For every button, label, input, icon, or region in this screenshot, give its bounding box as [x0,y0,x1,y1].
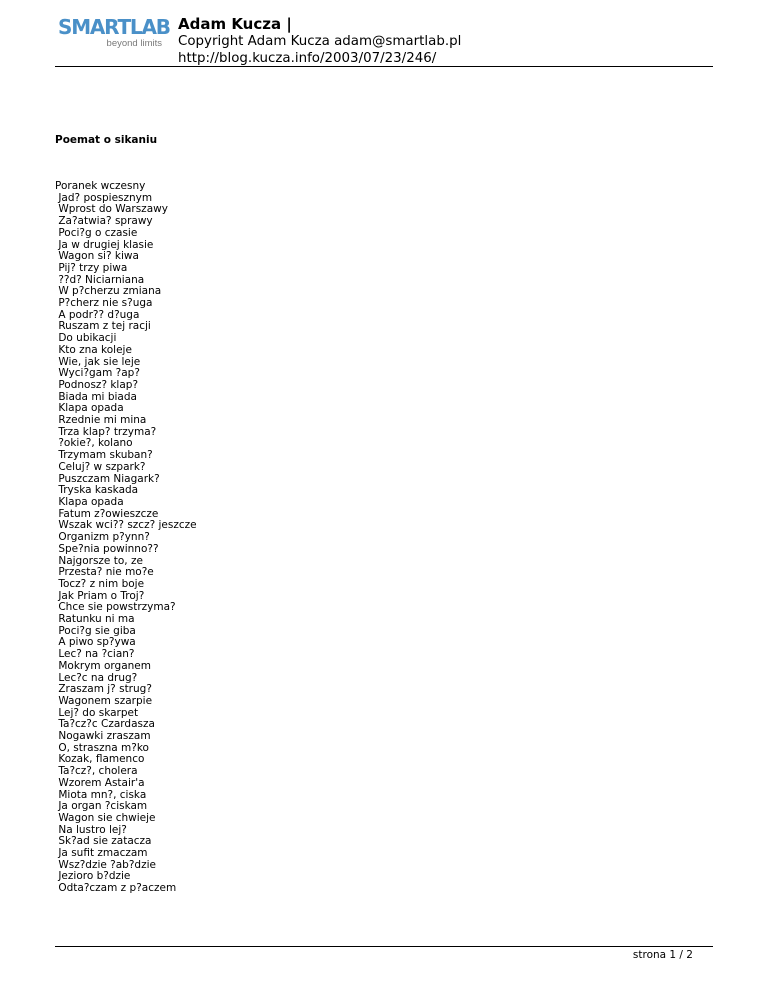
poem-line: W p?cherzu zmiana [55,285,162,298]
poem-line: Puszczam Niagark? [55,472,160,485]
poem-line: Przesta? nie mo?e [55,566,154,579]
poem-line: O, straszna m?ko [55,741,149,754]
poem-line: Jezioro b?dzie [55,870,131,883]
poem-line: Wagonem szarpie [55,694,153,707]
poem-line: Spe?nia powinno?? [55,542,159,555]
poem-line: Wszak wci?? szcz? jeszcze [55,519,197,532]
poem-line: Podnosz? klap? [55,378,139,391]
poem-line: Klapa opada [55,402,124,415]
poem-line: Biada mi biada [55,390,137,403]
header-copyright: Copyright Adam Kucza adam@smartlab.pl [178,34,462,49]
poem-line: Celuj? w szpark? [55,460,146,473]
footer-divider [55,946,713,947]
poem-line: Kozak, flamenco [55,753,145,766]
poem-line: Wzorem Astair'a [55,776,145,789]
poem-line: Wagon si? kiwa [55,250,139,263]
poem-line: Mokrym organem [55,659,151,672]
smartlab-logo [58,15,170,50]
poem-line: Klapa opada [55,495,124,508]
poem-line: Ja w drugiej klasie [55,238,154,251]
poem-line: Sk?ad sie zatacza [55,835,152,848]
poem-line: ??d? Niciarniana [55,273,145,286]
poem-line: Poranek wczesny [55,180,146,192]
poem-line: Zraszam j? strug? [55,683,152,696]
poem-line: Kto zna koleje [55,343,132,356]
poem-line: Ruszam z tej racji [55,320,151,333]
page-number: strona 1 / 2 [632,949,693,961]
poem-line: P?cherz nie s?uga [55,297,153,310]
poem-line: Rzednie mi mina [55,414,147,427]
poem-line: Za?atwia? sprawy [55,215,153,228]
poem-line: Poci?g sie giba [55,624,136,637]
poem-line: Odta?czam z p?aczem [55,882,177,895]
logo-tagline: beyond limits [106,38,162,49]
poem-line: Chce sie powstrzyma? [55,601,176,614]
poem-line: Jad? pospiesznym [55,191,153,204]
poem-line: Ja sufit zmaczam [55,847,148,860]
poem-line: Lec?c na drug? [55,671,138,684]
poem-line: Ta?cz?, cholera [55,765,138,778]
poem-line: Wyci?gam ?ap? [55,367,140,380]
poem-line: Najgorsze to, ze [55,554,143,567]
poem-line: Pij? trzy piwa [55,261,128,274]
poem-line: Wprost do Warszawy [55,203,168,216]
poem-line: Organizm p?ynn? [55,531,150,544]
poem-line: Poci?g o czasie [55,226,138,239]
poem-line: Lej? do skarpet [55,706,139,719]
header-url: http://blog.kucza.info/2003/07/23/246/ [178,51,437,66]
poem-line: Do ubikacji [55,332,117,345]
poem-line: A piwo sp?ywa [55,636,136,649]
header-divider [55,66,713,67]
poem-line: Na lustro lej? [55,823,127,836]
poem-line: Tryska kaskada [55,484,139,497]
poem-line: A podr?? d?uga [55,308,140,321]
document-header [178,15,738,67]
poem-line: Trza klap? trzyma? [55,425,157,438]
poem-line: Nogawki zraszam [55,730,151,743]
logo-wordmark: SMARTLAB [58,15,170,39]
poem-line: ?okie?, kolano [55,437,133,450]
poem-line: Ja organ ?ciskam [55,800,148,813]
poem-line: Lec? na ?cian? [55,648,135,661]
poem-body [55,181,197,895]
poem-line: Ta?cz?c Czardasza [55,718,155,731]
poem-title: Poemat o sikaniu [55,134,158,146]
poem-line: Wsz?dzie ?ab?dzie [55,858,156,871]
header-title: Adam Kucza | [178,15,292,33]
poem-line: Tocz? z nim boje [55,577,145,590]
poem-line: Trzymam skuban? [55,449,153,462]
poem-line: Fatum z?owieszcze [55,507,159,520]
poem-line: Jak Priam o Troj? [55,589,145,602]
poem-line: Miota mn?, ciska [55,788,147,801]
poem-line: Ratunku ni ma [55,613,135,626]
poem-line: Wie, jak sie leje [55,355,141,368]
poem-line: Wagon sie chwieje [55,811,156,824]
